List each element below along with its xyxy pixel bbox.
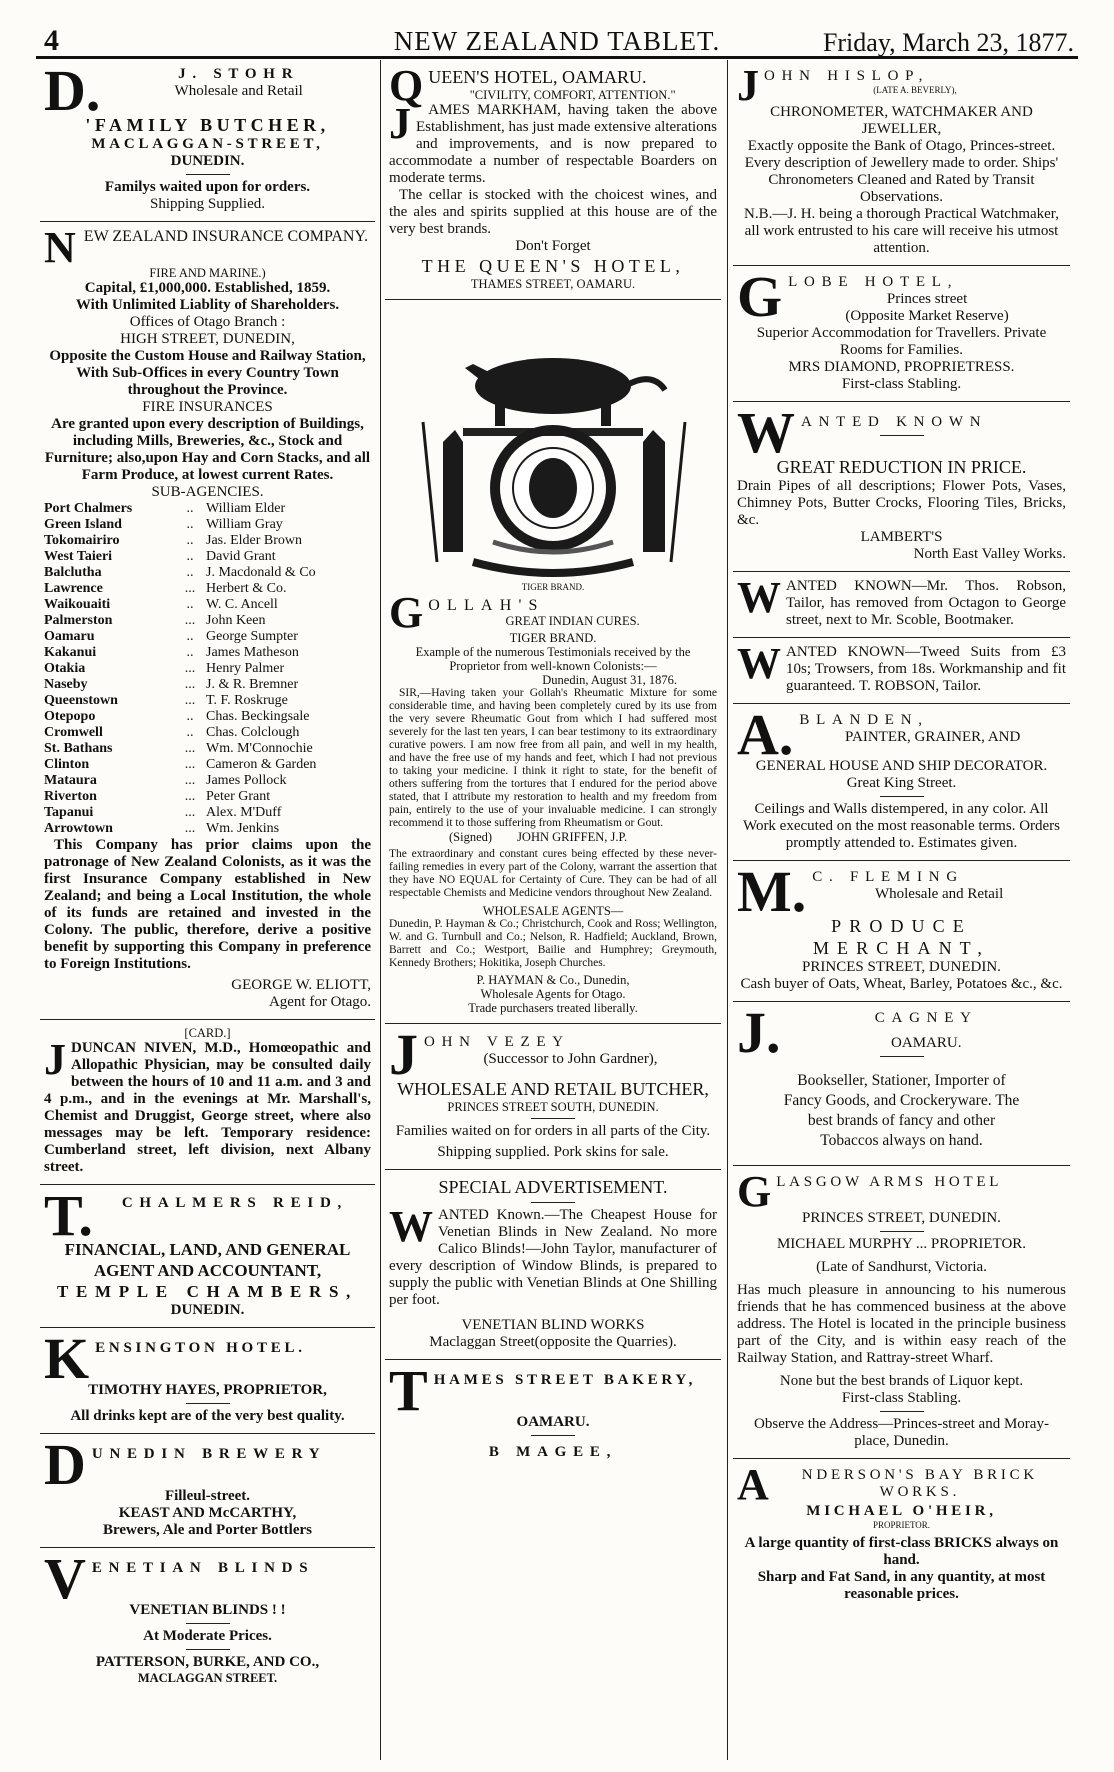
ad-text: Sharp and Fat Sand, in any quantity, at most reasonable prices. [757,1569,1046,1602]
agency-separator: ... [184,677,196,692]
agency-town: Lawrence [44,581,103,596]
agency-agent: James Matheson [206,645,299,660]
agency-separator: ... [184,693,196,708]
agency-town: Riverton [44,789,97,804]
agency-town: Tokomairiro [44,533,120,548]
ad-text: Has much pleasure in announcing to his numerous friends that he has commenced business at the above address. The Hotel is located in the principle business part of the City, and is within easy reach of the Railway Station, and Rattray-street Wharf. [737,1282,1066,1366]
ad-venetian-blinds [40,1548,375,1693]
ad-title: ANTED KNOWN [801,414,988,430]
ad-line: Superior Accommodation for Travellers. Private Rooms for Families. [756,325,1047,358]
ad-line: PROPRIETOR. [872,1520,931,1530]
advertiser-name: J. STOHR [178,66,300,82]
ad-line: None but the best brands of Liquor kept. [779,1373,1024,1389]
ad-line: Filleul-street. [164,1488,251,1504]
ad-robson-suits [733,638,1070,704]
agency-separator: .. [186,629,194,644]
ad-line: Capital, £1,000,000. Established, 1859. [84,280,331,296]
drop-cap: D. [44,60,101,123]
ad-vezey-butcher [385,1024,721,1170]
ad-text: Are granted upon every description of Buildings, including Mills, Breweries, &c., Stock and Furniture; also,upon Hay and Corn Stacks, and all Farm Produce, at lowest current Rates. [44,416,371,483]
signed-label: (Signed) [449,830,493,844]
agency-agent: Henry Palmer [206,661,285,676]
ad-text: ANTED KNOWN—Mr. Thos. Robson, Tailor, has removed from Octagon to George street, next to Mr. Scoble, Bootmaker. [786,578,1066,628]
short-rule [186,1403,230,1404]
ad-line: PRODUCE MERCHANT, [812,916,991,958]
agency-town: Waikouaiti [44,597,111,612]
short-rule [186,1649,230,1650]
advertiser-name: CHALMERS REID, [121,1195,349,1211]
ad-lambert-works [733,402,1070,572]
ad-special-venetian [385,1170,721,1360]
short-rule [880,1056,924,1057]
ad-line: At Moderate Prices. [143,1628,272,1644]
drop-cap: J. [737,1000,781,1065]
advertiser-name: MICHAEL O'HEIR, [806,1503,997,1519]
agency-agent: David Grant [206,549,276,564]
agency-row [44,565,371,581]
agency-agent: Alex. M'Duff [206,805,282,820]
short-rule [880,435,924,436]
agency-row [44,517,371,533]
ad-line: THAMES STREET, OAMARU. [470,277,636,291]
ad-line: 'FAMILY BUTCHER, [85,115,330,135]
advertiser-name: C. FLEMING [812,869,964,885]
newspaper-title: NEW ZEALAND TABLET. [393,26,721,56]
ad-title: UEEN'S HOTEL, OAMARU. [428,67,647,87]
ad-title: LASGOW ARMS HOTEL [776,1174,1003,1190]
ad-title: UNEDIN BREWERY [91,1446,327,1462]
agency-row [44,693,371,709]
agency-row [44,613,371,629]
ad-line: Families waited on for orders in all parts of the City. [395,1123,711,1139]
ad-title: NDERSON'S BAY BRICK WORKS. [801,1467,1038,1500]
signature-role: Agent for Otago. [268,994,371,1010]
short-rule [186,174,230,175]
drop-cap: K [44,1326,90,1391]
ad-line: Wholesale Agents for Otago. [480,987,626,1001]
ad-title: ENETIAN BLINDS [91,1560,315,1576]
ad-line: (Opposite Market Reserve) [845,308,1009,324]
agency-row [44,549,371,565]
ad-queens-hotel [385,60,721,300]
ad-line: DUNEDIN. [170,153,245,169]
ad-title: HAMES STREET BAKERY, [433,1372,697,1388]
short-rule [880,1231,924,1232]
ad-line: (Successor to John Gardner), [483,1051,658,1067]
ad-title: ENSINGTON HOTEL. [95,1340,306,1356]
ad-line: With Unlimited Liablity of Shareholders. [75,297,340,313]
ad-text: ANTED KNOWN—Tweed Suits from £3 10s; Trowsers, from 18s. Workmanship and fit guaranteed. T. ROBSON, Tailor. [786,644,1066,694]
ad-thames-bakery [385,1360,721,1469]
section-heading: FIRE INSURANCES [142,399,273,415]
agency-agent: Wm. M'Connochie [206,741,313,756]
agency-separator: ... [184,741,196,756]
column-rule [727,60,728,1760]
ad-line: Offices of Otago Branch : [129,314,286,330]
ad-line: North East Valley Works. [913,546,1066,562]
ad-line: OAMARU. [891,1035,962,1051]
ad-dateline: Dunedin, August 31, 1876. [542,673,677,687]
agency-row [44,501,371,517]
agency-row [44,677,371,693]
agency-town: Arrowtown [44,821,113,836]
drop-cap: W [737,573,781,622]
ad-line: CHRONOMETER, WATCHMAKER AND JEWELLER, [770,104,1033,137]
ad-line: MRS DIAMOND, PROPRIETRESS. [788,359,1015,375]
advertiser-name: BLANDEN, [799,712,929,728]
ad-line: First-class Stabling. [841,376,962,392]
agency-town: St. Bathans [44,741,113,756]
agency-town: Oamaru [44,629,95,644]
ad-robson-tailor [733,572,1070,638]
ad-fleming-produce [733,861,1070,1002]
agency-separator: .. [186,645,194,660]
agency-town: West Taieri [44,549,113,564]
agency-row [44,757,371,773]
ad-title: OLLAH'S [428,597,545,614]
ad-line: FIRE AND MARINE.) [149,266,266,280]
section-heading: WHOLESALE AGENTS— [482,904,624,918]
ad-line: Opposite the Custom House and Railway Station, [49,348,366,364]
agency-separator: .. [186,597,194,612]
agency-row [44,789,371,805]
ad-line: GREAT REDUCTION IN PRICE. [776,457,1027,477]
short-rule [880,796,924,797]
ad-line: MICHAEL MURPHY ... PROPRIETOR. [776,1236,1027,1252]
agency-agent: T. F. Roskruge [206,693,288,708]
ad-text: The cellar is stocked with the choicest wines, and the ales and spirits supplied at this house are of the very best brands. [389,187,717,237]
ad-line: MACLAGGAN-STREET, [91,136,324,152]
ad-andersons-bay-brick [733,1459,1070,1611]
drop-cap: T. [44,1183,93,1248]
drop-cap: N [44,223,76,272]
agency-row [44,597,371,613]
short-rule [186,1623,230,1624]
ad-line: B MAGEE, [488,1444,618,1460]
ad-line: HIGH STREET, DUNEDIN, [120,331,295,347]
ad-line: Brewers, Ale and Porter Bottlers [103,1522,312,1538]
agency-agent: Jas. Elder Brown [206,533,303,548]
agency-separator: ... [184,821,196,836]
agency-agent: J. Macdonald & Co [206,565,316,580]
drop-cap: J [44,1035,66,1084]
ad-line: Great King Street. [846,775,957,791]
ad-gollahs-cures [385,300,721,1024]
ad-globe-hotel [733,266,1070,402]
column-2 [385,60,721,1760]
agency-separator: ... [184,773,196,788]
ad-text: The extraordinary and constant cures being effected by these never-failing remedies in every part of the Colony, warrant the assertion that they have NO EQUAL for Certainty of Cure. They can be had of all respectable Chemists and Medicine vendors throughout New Zealand. [389,848,717,899]
ad-title: LOBE HOTEL, [788,274,959,290]
agency-town: Kakanui [44,645,97,660]
ad-line: VENETIAN BLINDS ! ! [129,1602,286,1618]
agency-town: Clinton [44,757,90,772]
ad-line: Wholesale and Retail [174,83,303,99]
ad-line: Princes street [886,291,968,307]
ad-glasgow-arms [733,1166,1070,1459]
agency-separator: ... [184,789,196,804]
ad-text: AMES MARKHAM, having taken the above Establishment, has just made extensive alterations and improvements, and is now prepared to accommodate a number of respectable Boarders on moderate terms. [389,102,717,186]
agency-town: Naseby [44,677,88,692]
issue-date: Friday, March 23, 1877. [822,28,1074,57]
ad-line: [CARD.] [184,1026,231,1040]
agency-row [44,741,371,757]
ad-line: PAINTER, GRAINER, AND [845,729,1021,745]
agency-town: Mataura [44,773,97,788]
drop-cap: G [737,1167,772,1216]
ad-text: This Company has prior claims upon the patronage of New Zealand Colonists, as it was the first Insurance Company established in New Zealand; and being a Local Institution, the whole of its funds are retained and invested in the Colony. The public, therefore, derive a positive benefit by supporting this Company in preference to Foreign Institutions. [44,837,371,972]
agency-separator: ... [184,805,196,820]
drop-cap: J [389,1022,418,1087]
ad-line: OAMARU. [516,1414,590,1430]
agency-row [44,709,371,725]
ad-text: Dunedin, P. Hayman & Co.; Christchurch, Cook and Ross; Wellington, W. and G. Turnbull and Co.; Nelson, R. Hadfield; Auckland, Brown, Barrett and Co.; Westport, Bailie and Humphrey; Greymouth, Kennedy Brothers; Hokitika, Joseph Churches. [389,918,717,969]
agency-agent: George Sumpter [206,629,298,644]
ad-line: TIMOTHY HAYES, PROPRIETOR, [88,1382,327,1398]
agency-town: Balclutha [44,565,102,580]
emblem-caption: TIGER BRAND. [521,582,585,592]
ad-text: Ceilings and Walls distempered, in any color. All Work executed on the most reasonable terms. Orders promptly attended to. Estimates given. [742,801,1061,851]
ad-line: WHOLESALE AND RETAIL BUTCHER, [397,1079,709,1099]
agency-separator: .. [186,725,194,740]
agency-row [44,629,371,645]
ad-line: (Late of Sandhurst, Victoria. [816,1259,987,1275]
agency-agent: James Pollock [206,773,287,788]
drop-cap: T [389,1358,428,1423]
agency-separator: ... [184,661,196,676]
ad-line: Wholesale and Retail [874,886,1004,902]
ad-text: DUNCAN NIVEN, M.D., Homœopathic and Allopathic Physician, may be consulted daily between the hours of 10 and 11 a.m. and 3 and 4 p.m., and in the evenings at Mr. Marshall's, Chemist and Druggist, George street, where also messages may be left. Temporary residence: Cumberland street, left division, next Albany street. [44,1040,371,1175]
agency-town: Queenstown [44,693,118,708]
agency-separator: .. [186,533,194,548]
ad-line: KEAST AND McCARTHY, [118,1505,297,1521]
ad-blanden-painter [733,704,1070,861]
ad-text: N.B.—J. H. being a thorough Practical Watchmaker, all work entrusted to his care will receive his utmost attention. [744,206,1059,256]
ad-stohr-butcher [40,60,375,222]
agency-separator: .. [186,709,194,724]
ad-text: Every description of Jewellery made to order. Ships' Chronometers Cleaned and Rated by Transit Observations. [744,155,1059,205]
ad-line: DUNEDIN. [170,1302,245,1318]
section-heading: SPECIAL ADVERTISEMENT. [438,1177,668,1197]
agency-agent: Cameron & Garden [206,757,317,772]
ad-text: A large quantity of first-class BRICKS always on hand. [744,1535,1059,1568]
ad-line: PRINCES STREET, DUNEDIN. [802,959,1001,975]
ad-line: GENERAL HOUSE AND SHIP DECORATOR. [755,758,1048,774]
ad-kensington-hotel [40,1328,375,1434]
agencies-table [44,501,371,837]
page-number: 4 [44,24,59,57]
drop-cap: Q [389,61,424,110]
ad-line: PRINCES STREET SOUTH, DUNEDIN. [447,1100,659,1114]
ad-line: First-class Stabling. [841,1390,962,1406]
agency-town: Cromwell [44,725,103,740]
tiger-brand-emblem [403,312,703,582]
drop-cap: G [737,264,783,329]
ad-line: TEMPLE CHAMBERS, [57,1282,358,1301]
ad-line: Observe the Address—Princes-street and Moray-place, Dunedin. [754,1416,1049,1449]
ad-line: PRINCES STREET, DUNEDIN. [802,1210,1001,1226]
agency-separator: .. [186,549,194,564]
masthead [36,10,1078,59]
agency-town: Palmerston [44,613,113,628]
ad-dunedin-brewery [40,1434,375,1548]
agency-separator: .. [186,501,194,516]
agency-row [44,581,371,597]
signed-name: JOHN GRIFFEN, J.P. [517,830,628,844]
drop-cap: J [389,99,411,148]
agency-agent: J. & R. Bremner [206,677,299,692]
drop-cap: V [44,1546,86,1611]
agency-agent: John Keen [206,613,266,628]
drop-cap: G [389,588,424,637]
ad-text: Bookseller, Stationer, Importer of Fancy Goods, and Crockeryware. The best brands of fancy and other Tobaccos always on hand. [783,1072,1020,1149]
agency-separator: ... [184,757,196,772]
ad-line: THE QUEEN'S HOTEL, [421,256,685,276]
ad-line: Exactly opposite the Bank of Otago, Princes-street. [747,138,1056,154]
signature [389,830,717,844]
drop-cap: D [44,1432,86,1497]
ad-text: Example of the numerous Testimonials received by the Proprietor from well-known Colonists:— [415,645,691,673]
agency-row [44,805,371,821]
agency-town: Green Island [44,517,122,532]
drop-cap: W [389,1202,433,1251]
ad-cagney-bookseller [733,1002,1070,1166]
ad-line: Maclaggan Street(opposite the Quarries). [429,1334,677,1350]
agency-town: Tapanui [44,805,94,820]
agency-agent: Wm. Jenkins [206,821,280,836]
drop-cap: M. [737,859,807,924]
short-rule [531,1202,575,1203]
agency-separator: ... [184,581,196,596]
agency-row [44,661,371,677]
ad-line: With Sub-Offices in every Country Town throughout the Province. [76,365,339,398]
ad-line: P. HAYMAN & Co., Dunedin, [476,973,630,987]
drop-cap: J [737,61,759,110]
ad-line: Trade purchasers treated liberally. [468,1001,638,1015]
ad-subtitle: TIGER BRAND. [509,631,597,645]
ad-line: FINANCIAL, LAND, AND GENERAL [64,1240,351,1259]
advertiser-name: OHN HISLOP, [764,68,930,84]
agency-town: Otakia [44,661,86,676]
ad-nz-insurance [40,222,375,1020]
agency-row [44,773,371,789]
agency-agent: Herbert & Co. [206,581,287,596]
drop-cap: A [737,1460,769,1509]
column-1 [40,60,375,1760]
ad-line: VENETIAN BLIND WORKS [461,1317,645,1333]
agency-agent: Peter Grant [206,789,271,804]
agency-separator: .. [186,565,194,580]
drop-cap: W [737,639,781,688]
ad-line: PATTERSON, BURKE, AND CO., [95,1654,320,1670]
advertiser-name: OHN VEZEY [424,1034,570,1050]
ad-line: (LATE A. BEVERLY), [873,85,957,95]
agency-agent: Chas. Colclough [206,725,300,740]
ad-line: Familys waited upon for orders. [104,179,311,195]
agency-row [44,533,371,549]
agency-row [44,725,371,741]
ad-line: MACLAGGAN STREET. [137,1671,278,1685]
agency-agent: William Gray [206,517,283,532]
agency-agent: William Elder [206,501,286,516]
agency-row [44,645,371,661]
ad-line: Don't Forget [515,238,591,254]
ad-hislop-watchmaker [733,60,1070,266]
ad-line: Shipping Supplied. [149,196,265,212]
agency-separator: .. [186,517,194,532]
agency-agent: W. C. Ancell [206,597,278,612]
agency-town: Otepopo [44,709,96,724]
column-rule [380,60,381,1760]
short-rule [531,1435,575,1436]
advertiser-name: CAGNEY [874,1010,978,1026]
ad-subtitle: GREAT INDIAN CURES. [505,614,640,628]
agency-separator: ... [184,613,196,628]
ad-line: Shipping supplied. Pork skins for sale. [437,1144,669,1160]
ad-title: EW ZEALAND INSURANCE COMPANY. [83,228,368,245]
testimonial-letter: SIR,—Having taken your Gollah's Rheumatic Mixture for some considerable time, and having been completely cured by its use from the very severe Rheumatic Gout from which I had suffered most severely for the last ten years, I can bear testimony to its extraordinary curative powers. I am now free from all pain, and well in my health, and have the free use of my hands and feet, which I had not previous to taking your medicine. I think it right to state, for the benefit of others suffering from the tortures that I endured for the period above stated, that I attribute my restoration to health and my freedom from pain, entirely to the use of your invaluable medicine. I can strongly recommend it to those suffering from Rheumatism or Gout. [389,687,717,829]
ad-text: Drain Pipes of all descriptions; Flower Pots, Vases, Chimney Pots, Butter Crocks, Flooring Tiles, Bricks, &c. [737,478,1066,528]
agency-row [44,821,371,837]
ad-chalmers-reid [40,1185,375,1328]
ad-motto: "CIVILITY, COMFORT, ATTENTION." [469,88,676,102]
agency-town: Port Chalmers [44,501,133,516]
ad-line: AGENT AND ACCOUNTANT, [93,1261,322,1280]
signature: GEORGE W. ELIOTT, [231,977,371,993]
ad-line: All drinks kept are of the very best quality. [70,1408,345,1424]
drop-cap: A. [737,702,794,767]
agency-agent: Chas. Beckingsale [206,709,310,724]
ad-niven-physician [40,1020,375,1185]
section-heading: SUB-AGENCIES. [151,484,264,500]
ad-text: ANTED Known.—The Cheapest House for Venetian Blinds in New Zealand. No more Calico Blinds!—John Taylor, manufacturer of every description of Window Blinds, is prepared to supply the public with Venetian Blinds at One Shilling per foot. [389,1207,717,1308]
short-rule [880,1411,924,1412]
ad-line: Cash buyer of Oats, Wheat, Barley, Potatoes &c., &c. [740,976,1063,992]
ad-line: LAMBERT'S [860,529,943,545]
column-3 [733,60,1070,1760]
drop-cap: W [737,400,795,465]
short-rule [531,1118,575,1119]
